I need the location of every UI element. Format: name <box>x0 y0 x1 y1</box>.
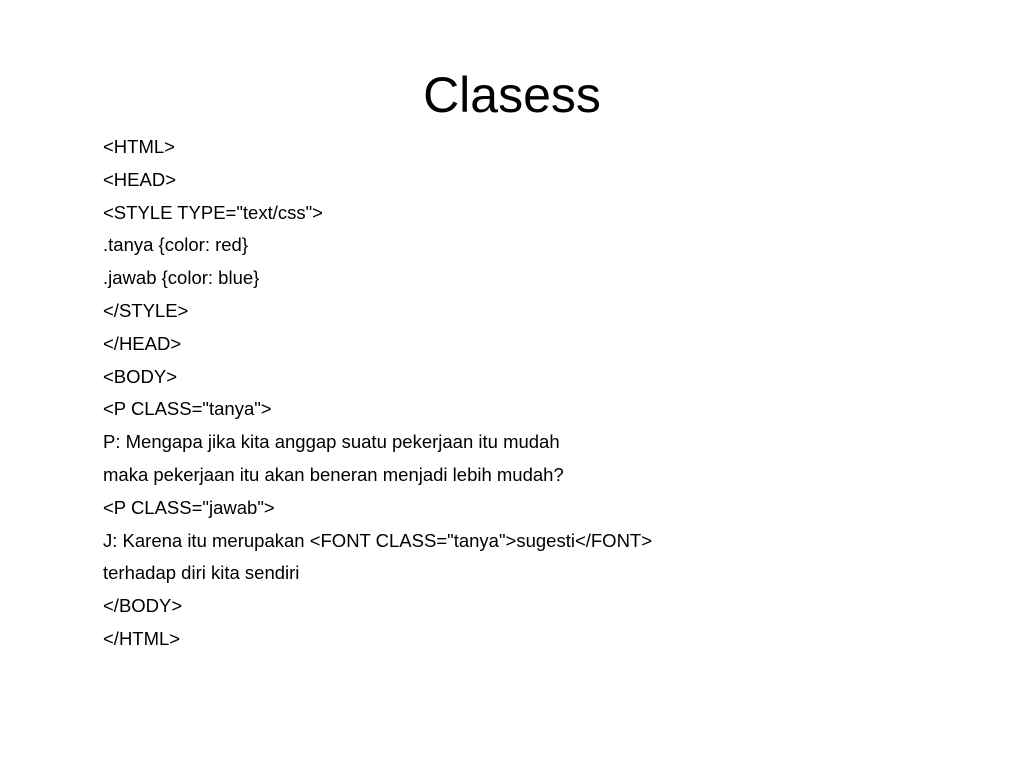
body-line: </HEAD> <box>103 332 182 354</box>
body-line: <STYLE TYPE="text/css"> <box>103 201 323 223</box>
body-line: </BODY> <box>103 595 183 617</box>
body-line: J: Karena itu merupakan <FONT CLASS="tanya">sugesti</FONT> <box>103 529 653 551</box>
body-line: P: Mengapa jika kita anggap suatu pekerjaan itu mudah <box>103 431 560 453</box>
body-line: </STYLE> <box>103 299 189 321</box>
body-line: terhadap diri kita sendiri <box>103 562 300 584</box>
body-line: .tanya {color: red} <box>103 234 249 256</box>
body-line: maka pekerjaan itu akan beneran menjadi lebih mudah? <box>103 463 564 485</box>
body-line: <P CLASS="tanya"> <box>103 398 272 420</box>
body-line: </HTML> <box>103 627 181 649</box>
body-line: .jawab {color: blue} <box>103 267 260 289</box>
body-line: <HTML> <box>103 136 175 157</box>
body-line: <BODY> <box>103 365 178 387</box>
slide-body <box>103 131 983 656</box>
body-line: <HEAD> <box>103 168 177 190</box>
slide-title: Clasess <box>423 67 601 123</box>
body-line: <P CLASS="jawab"> <box>103 496 275 518</box>
